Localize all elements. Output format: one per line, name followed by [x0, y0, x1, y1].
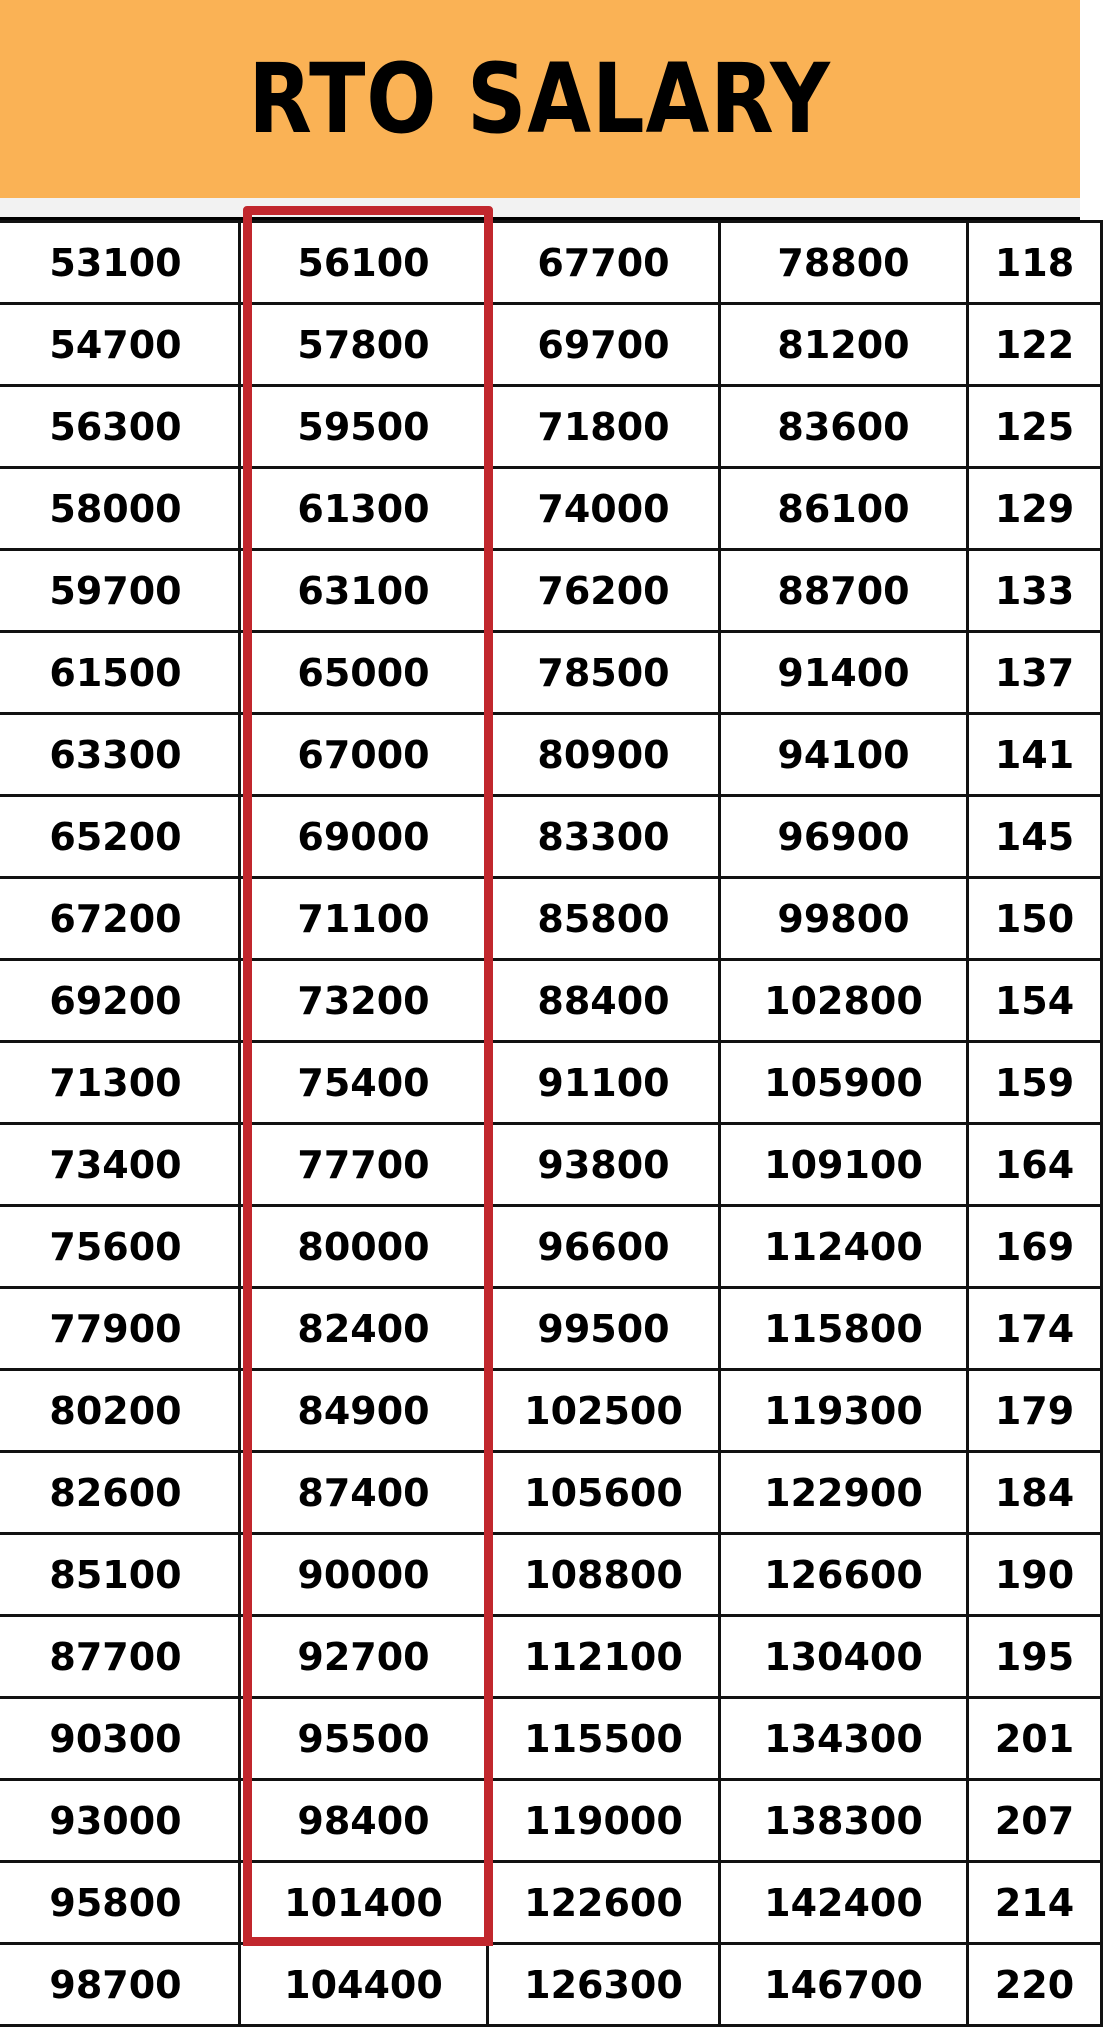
table-cell: 67700 — [488, 222, 720, 304]
table-cell: 105600 — [488, 1452, 720, 1534]
table-cell: 207 — [968, 1780, 1102, 1862]
table-cell: 125 — [968, 386, 1102, 468]
table-cell: 112100 — [488, 1616, 720, 1698]
table-cell: 56100 — [240, 222, 488, 304]
table-cell: 126300 — [488, 1944, 720, 2026]
table-cell: 154 — [968, 960, 1102, 1042]
table-row — [0, 1370, 1102, 1452]
table-cell: 78500 — [488, 632, 720, 714]
table-cell: 65000 — [240, 632, 488, 714]
table-cell: 159 — [968, 1042, 1102, 1124]
table-cell: 138300 — [720, 1780, 968, 1862]
table-row — [0, 1452, 1102, 1534]
table-cell: 93000 — [0, 1780, 240, 1862]
table-cell: 73400 — [0, 1124, 240, 1206]
table-cell: 119000 — [488, 1780, 720, 1862]
table-cell: 141 — [968, 714, 1102, 796]
table-cell: 63100 — [240, 550, 488, 632]
table-cell: 122900 — [720, 1452, 968, 1534]
table-row — [0, 632, 1102, 714]
table-cell: 99800 — [720, 878, 968, 960]
table-cell: 88700 — [720, 550, 968, 632]
table-cell: 92700 — [240, 1616, 488, 1698]
table-row — [0, 796, 1102, 878]
table-cell: 83600 — [720, 386, 968, 468]
table-cell: 78800 — [720, 222, 968, 304]
table-cell: 85800 — [488, 878, 720, 960]
table-cell: 195 — [968, 1616, 1102, 1698]
table-cell: 93800 — [488, 1124, 720, 1206]
table-cell: 99500 — [488, 1288, 720, 1370]
table-cell: 108800 — [488, 1534, 720, 1616]
table-cell: 164 — [968, 1124, 1102, 1206]
table-cell: 88400 — [488, 960, 720, 1042]
table-row — [0, 222, 1102, 304]
table-row — [0, 1534, 1102, 1616]
table-row — [0, 1124, 1102, 1206]
table-cell: 80200 — [0, 1370, 240, 1452]
header-banner — [0, 0, 1080, 198]
table-cell: 102500 — [488, 1370, 720, 1452]
table-row — [0, 1288, 1102, 1370]
table-cell: 91400 — [720, 632, 968, 714]
table-cell: 56300 — [0, 386, 240, 468]
table-cell: 220 — [968, 1944, 1102, 2026]
table-cell: 119300 — [720, 1370, 968, 1452]
table-row — [0, 1616, 1102, 1698]
table-cell: 85100 — [0, 1534, 240, 1616]
table-cell: 73200 — [240, 960, 488, 1042]
table-row — [0, 1944, 1102, 2026]
table-row — [0, 1698, 1102, 1780]
table-cell: 80900 — [488, 714, 720, 796]
table-cell: 98700 — [0, 1944, 240, 2026]
table-cell: 69200 — [0, 960, 240, 1042]
table-cell: 179 — [968, 1370, 1102, 1452]
table-row — [0, 1780, 1102, 1862]
table-cell: 109100 — [720, 1124, 968, 1206]
table-cell: 169 — [968, 1206, 1102, 1288]
table-cell: 174 — [968, 1288, 1102, 1370]
table-cell: 87400 — [240, 1452, 488, 1534]
table-cell: 190 — [968, 1534, 1102, 1616]
table-cell: 137 — [968, 632, 1102, 714]
table-cell: 69000 — [240, 796, 488, 878]
table-cell: 133 — [968, 550, 1102, 632]
table-cell: 71300 — [0, 1042, 240, 1124]
table-cell: 95500 — [240, 1698, 488, 1780]
table-cell: 67200 — [0, 878, 240, 960]
salary-table-container — [0, 198, 1080, 2007]
table-cell: 58000 — [0, 468, 240, 550]
table-row — [0, 386, 1102, 468]
salary-table — [0, 220, 1103, 2027]
table-row — [0, 714, 1102, 796]
table-row — [0, 878, 1102, 960]
table-cell: 75600 — [0, 1206, 240, 1288]
table-cell: 61500 — [0, 632, 240, 714]
table-cell: 82400 — [240, 1288, 488, 1370]
table-cell: 122600 — [488, 1862, 720, 1944]
table-cell: 142400 — [720, 1862, 968, 1944]
table-cell: 102800 — [720, 960, 968, 1042]
table-cell: 146700 — [720, 1944, 968, 2026]
table-cell: 112400 — [720, 1206, 968, 1288]
table-cell: 63300 — [0, 714, 240, 796]
table-cell: 90000 — [240, 1534, 488, 1616]
table-row — [0, 1206, 1102, 1288]
table-cell: 134300 — [720, 1698, 968, 1780]
table-cell: 150 — [968, 878, 1102, 960]
table-cell: 84900 — [240, 1370, 488, 1452]
table-cell: 86100 — [720, 468, 968, 550]
table-cell: 59700 — [0, 550, 240, 632]
table-cell: 59500 — [240, 386, 488, 468]
table-cell: 87700 — [0, 1616, 240, 1698]
table-cell: 71100 — [240, 878, 488, 960]
table-cell: 145 — [968, 796, 1102, 878]
table-cell: 80000 — [240, 1206, 488, 1288]
table-cell: 94100 — [720, 714, 968, 796]
table-cell: 81200 — [720, 304, 968, 386]
table-top-strip — [0, 198, 1080, 220]
table-cell: 75400 — [240, 1042, 488, 1124]
table-cell: 115800 — [720, 1288, 968, 1370]
table-cell: 90300 — [0, 1698, 240, 1780]
table-cell: 122 — [968, 304, 1102, 386]
table-cell: 95800 — [0, 1862, 240, 1944]
table-cell: 74000 — [488, 468, 720, 550]
table-row — [0, 304, 1102, 386]
table-cell: 118 — [968, 222, 1102, 304]
table-row — [0, 468, 1102, 550]
table-row — [0, 960, 1102, 1042]
table-cell: 96600 — [488, 1206, 720, 1288]
table-cell: 77900 — [0, 1288, 240, 1370]
table-cell: 61300 — [240, 468, 488, 550]
table-cell: 91100 — [488, 1042, 720, 1124]
table-cell: 77700 — [240, 1124, 488, 1206]
table-cell: 214 — [968, 1862, 1102, 1944]
table-row — [0, 1862, 1102, 1944]
table-cell: 67000 — [240, 714, 488, 796]
table-cell: 101400 — [240, 1862, 488, 1944]
table-cell: 76200 — [488, 550, 720, 632]
table-cell: 96900 — [720, 796, 968, 878]
table-cell: 69700 — [488, 304, 720, 386]
table-cell: 71800 — [488, 386, 720, 468]
table-cell: 130400 — [720, 1616, 968, 1698]
table-cell: 129 — [968, 468, 1102, 550]
table-row — [0, 550, 1102, 632]
table-cell: 54700 — [0, 304, 240, 386]
table-cell: 82600 — [0, 1452, 240, 1534]
table-row — [0, 1042, 1102, 1124]
table-cell: 126600 — [720, 1534, 968, 1616]
table-cell: 83300 — [488, 796, 720, 878]
table-cell: 184 — [968, 1452, 1102, 1534]
table-cell: 98400 — [240, 1780, 488, 1862]
table-cell: 65200 — [0, 796, 240, 878]
table-cell: 57800 — [240, 304, 488, 386]
table-cell: 115500 — [488, 1698, 720, 1780]
page-title: RTO SALARY — [248, 43, 832, 155]
table-cell: 105900 — [720, 1042, 968, 1124]
table-cell: 104400 — [240, 1944, 488, 2026]
table-cell: 201 — [968, 1698, 1102, 1780]
table-cell: 53100 — [0, 222, 240, 304]
